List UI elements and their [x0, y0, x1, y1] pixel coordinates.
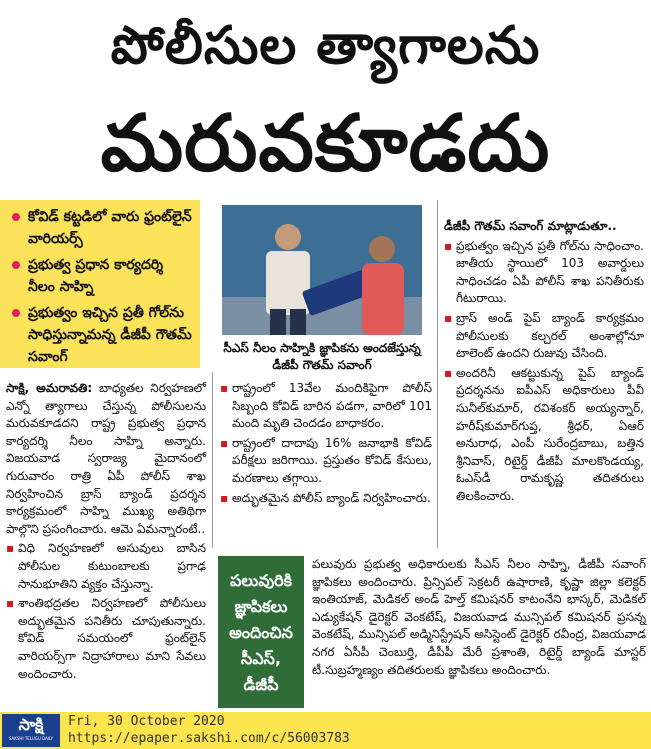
left-point: ▪ శాంతిభద్రతల నిర్వహణలో పోలీసులు అద్భుతమైన పనితీరు చూపుతున్నారు. కోవిడ్ సమయంలో ఫ్రంట్‌లైన్ వారియర్స్‌గా నిద్రాహారాలు మాని సేవలు అందించారు.	[6, 595, 206, 683]
event-photo-illustration	[222, 205, 422, 335]
column-divider	[437, 200, 438, 548]
middle-point: ▪ రాష్ట్రంలో 13వేల మందికిపైగా పోలీస్ సిబ్బంది కోవిడ్ బారిన పడగా, వారిలో 101 మంది మృతి చెందడం బాధాకరం.	[220, 380, 432, 433]
footer-date: Fri, 30 October 2020	[68, 714, 225, 729]
logo-text: సాక్షి	[18, 715, 44, 734]
logo-subtext: SAKSHI TELUGU DAILY	[8, 736, 54, 741]
middle-column	[220, 380, 432, 509]
right-point: ▪ ప్రభుత్వం ఇచ్చిన ప్రతీ గోల్‌ను సాధించాం. జాతీయ స్థాయిలో 103 అవార్డులు సాధించడం ఏపీ పోలీస్ శాఖ పనితీరుకు గీటురాయి.	[444, 238, 644, 308]
left-column	[6, 380, 206, 685]
intro-text: బాధ్యతల నిర్వహణలో ఎన్నో త్యాగాలు చేస్తున్న పోలీసులను మరువకూడదని రాష్ట్ర ప్రభుత్వ ప్రధాన కార్యదర్శి నీలం సాహ్ని అన్నారు. విజయవాడ స్వరాజ్య మైదానంలో గురువారం రాత్రి ఏపీ పోలీస్ శాఖ నిర్వహించిన బ్రాస్ బ్యాండ్ ప్రదర్శన కార్యక్రమంలో సాహ్ని ముఖ్య అతిథిగా పాల్గొని ప్రసంగించారు. ఆమె ఏమన్నారంటే..	[6, 381, 206, 536]
column-divider	[212, 372, 213, 548]
right-column	[444, 218, 644, 508]
headline-line-2: మరువకూడదు	[100, 99, 551, 189]
dateline: సాక్షి, అమరావతి:	[6, 381, 93, 395]
middle-point: ▪ రాష్ట్రంలో దాదాపు 16% జనాభాకి కోవిడ్ పరీక్షలు జరిగాయి. ప్రస్తుతం కోవిడ్ కేసులు, మరణాలు తగ్గాయి.	[220, 435, 432, 488]
right-subheading: డీజీపీ గౌతమ్ సవాంగ్ మాట్లాడుతూ..	[444, 219, 617, 233]
right-point: ▪ బ్రాస్ అండ్ పైప్ బ్యాండ్ కార్యక్రమం పోలీసులకు కల్చరల్ అంశాల్లోనూ టాలెంట్ ఉందని రుజువు చేసింది.	[444, 310, 644, 363]
highlight-item: ప్రభుత్వం ఇచ్చిన ప్రతీ గోల్‌ను సాధిస్తున్నామన్న డీజీపీ గౌతమ్ సవాంగ్	[12, 302, 192, 368]
left-point: ▪ విధి నిర్వహణలో అసువులు బాసిన పోలీసుల కుటుంబాలకు ప్రగాఢ సానుభూతిని వ్యక్తం చేస్తున్నా.	[6, 540, 206, 593]
footer-url[interactable]: https://epaper.sakshi.com/c/56003783	[68, 731, 350, 746]
photo-caption: సీఎస్ నీలం సాహ్నికి జ్ఞాపికను అందజేస్తున్న డీజీపీ గౌతమ్ సవాంగ్	[223, 341, 421, 372]
highlights-box	[0, 200, 200, 368]
footer-bar	[0, 712, 651, 749]
intro-paragraph	[6, 380, 206, 538]
awards-sidebox: పలువురికి జ్ఞాపికలు అందించిన సీఎస్, డీజీపీ	[218, 556, 304, 708]
highlight-item: కోవిడ్ కట్టడిలో వారు ఫ్రంట్‌లైన్ వారియర్స్	[12, 206, 192, 250]
highlight-item: ప్రభుత్వ ప్రధాన కార్యదర్శి నీలం సాహ్ని	[12, 254, 192, 298]
sakshi-logo	[2, 714, 60, 747]
right-point: ▪ అందరినీ ఆకట్టుకున్న పైప్ బ్యాండ్ ప్రదర్శనను ఐపీఎస్ అధికారులు పీవీ సునీల్‌కుమార్, రవిశంకర్ అయ్యన్నార్, హరీష్‌కుమార్‌గుప్త, శ్రీధర్, ఏఆర్ అనురాధ, ఎంపీ సురేంద్రబాబు, బత్తిన శ్రీనివాస్, రిటైర్డ్ డీజీపీ మాలకొండయ్య, ఓఎస్‌డీ రామకృష్ణ తదితరులు తిలకించారు.	[444, 365, 644, 506]
event-photo	[222, 205, 422, 335]
headline-line-1: పోలీసుల త్యాగాలను	[110, 16, 541, 76]
middle-point: ▪ అద్భుతమైన పోలీస్ బ్యాండ్ నిర్వహించారు.	[220, 490, 432, 508]
highlights-list	[0, 200, 200, 378]
bottom-paragraph: పలువురు ప్రభుత్వ అధికారులకు సీఎస్ నీలం సాహ్ని, డీజీపీ సవాంగ్ జ్ఞాపికలు అందించారు. ప్రిన్సిపల్ సెక్రటరీ ఉషారాణి, కృష్ణా జిల్లా కలెక్టర్ ఇంతియాజ్, మెడికల్ అండ్ హెల్త్ కమిషనర్ కాటంనేని భాస్కర్, మెడికల్ ఎడ్యుకేషన్ డైరెక్టర్ వెంకటేష్, విజయవాడ మున్సిపల్ కమిషనర్ ప్రసన్న వెంకటేష్, మున్సిపల్ అడ్మినిస్ట్రేషన్ అసిస్టెంట్ డైరెక్టర్ రవీంద్ర, విజయవాడ నగర ఏసీపీ చెంబుర్తి, డీపీపీ మేరీ ప్రశాంతి, రిటైర్డ్ బ్యాండ్ మాస్టర్ టీ.సుబ్రహ్మణ్యం తదితరులకు జ్ఞాపికలు అందించారు.	[312, 557, 646, 677]
